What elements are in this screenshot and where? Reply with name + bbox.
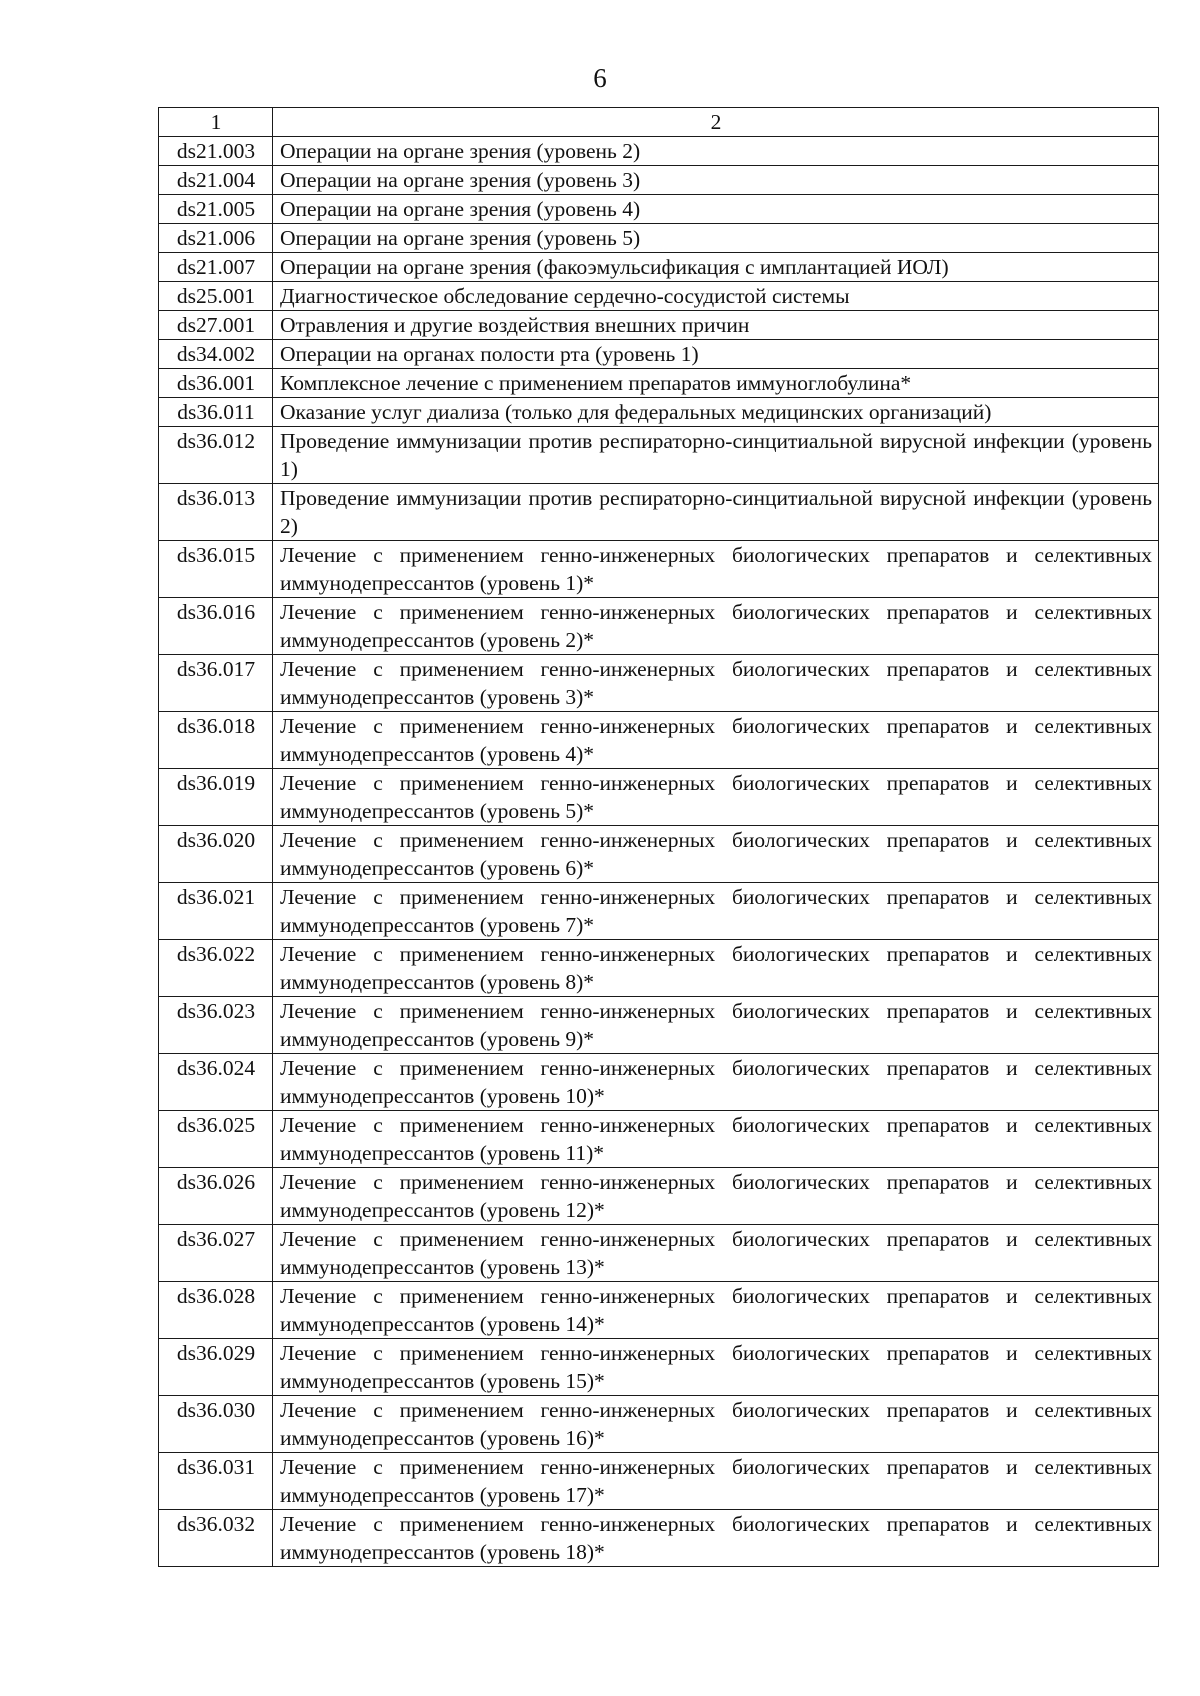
table-row [159,655,1159,712]
row-name: Лечение с применением генно-инженерных биологических препаратов и селективных иммунодепрессантов (уровень 2)* [273,598,1159,655]
table-row [159,1111,1159,1168]
row-code: ds36.021 [159,883,273,940]
row-code: ds36.001 [159,369,273,398]
row-code: ds21.004 [159,166,273,195]
row-code: ds36.023 [159,997,273,1054]
row-name: Лечение с применением генно-инженерных биологических препаратов и селективных иммунодепрессантов (уровень 18)* [273,1510,1159,1567]
row-code: ds21.003 [159,137,273,166]
table-row [159,883,1159,940]
table-row [159,1396,1159,1453]
row-code: ds36.028 [159,1282,273,1339]
table-row [159,340,1159,369]
table-row [159,940,1159,997]
row-name: Проведение иммунизации против респираторно-синцитиальной вирусной инфекции (уровень 2) [273,484,1159,541]
row-name: Лечение с применением генно-инженерных биологических препаратов и селективных иммунодепрессантов (уровень 8)* [273,940,1159,997]
row-name: Лечение с применением генно-инженерных биологических препаратов и селективных иммунодепрессантов (уровень 16)* [273,1396,1159,1453]
row-name: Операции на органах полости рта (уровень 1) [273,340,1159,369]
row-name: Комплексное лечение с применением препаратов иммуноглобулина* [273,369,1159,398]
row-name: Лечение с применением генно-инженерных биологических препаратов и селективных иммунодепрессантов (уровень 4)* [273,712,1159,769]
row-code: ds36.027 [159,1225,273,1282]
row-name: Проведение иммунизации против респираторно-синцитиальной вирусной инфекции (уровень 1) [273,427,1159,484]
row-name: Лечение с применением генно-инженерных биологических препаратов и селективных иммунодепрессантов (уровень 17)* [273,1453,1159,1510]
row-name: Лечение с применением генно-инженерных биологических препаратов и селективных иммунодепрессантов (уровень 5)* [273,769,1159,826]
row-code: ds27.001 [159,311,273,340]
table-row [159,311,1159,340]
table-row [159,1168,1159,1225]
table-body [159,137,1159,1567]
row-code: ds36.018 [159,712,273,769]
row-code: ds36.026 [159,1168,273,1225]
table-row [159,826,1159,883]
table-row [159,398,1159,427]
row-name: Лечение с применением генно-инженерных биологических препаратов и селективных иммунодепрессантов (уровень 13)* [273,1225,1159,1282]
row-code: ds36.032 [159,1510,273,1567]
row-name: Операции на органе зрения (уровень 2) [273,137,1159,166]
row-code: ds21.007 [159,253,273,282]
row-code: ds36.022 [159,940,273,997]
row-code: ds36.031 [159,1453,273,1510]
table-row [159,137,1159,166]
table-row [159,541,1159,598]
row-code: ds36.025 [159,1111,273,1168]
row-code: ds36.030 [159,1396,273,1453]
table-row [159,166,1159,195]
row-name: Операции на органе зрения (уровень 3) [273,166,1159,195]
row-code: ds36.019 [159,769,273,826]
column-header-name: 2 [273,108,1159,137]
table-row [159,1510,1159,1567]
row-name: Лечение с применением генно-инженерных биологических препаратов и селективных иммунодепрессантов (уровень 12)* [273,1168,1159,1225]
row-name: Лечение с применением генно-инженерных биологических препаратов и селективных иммунодепрессантов (уровень 3)* [273,655,1159,712]
row-name: Оказание услуг диализа (только для федеральных медицинских организаций) [273,398,1159,427]
row-name: Лечение с применением генно-инженерных биологических препаратов и селективных иммунодепрессантов (уровень 14)* [273,1282,1159,1339]
table-row [159,712,1159,769]
row-name: Лечение с применением генно-инженерных биологических препаратов и селективных иммунодепрессантов (уровень 6)* [273,826,1159,883]
row-name: Лечение с применением генно-инженерных биологических препаратов и селективных иммунодепрессантов (уровень 11)* [273,1111,1159,1168]
table-row [159,224,1159,253]
row-code: ds36.029 [159,1339,273,1396]
tariff-code-table [158,107,1159,1567]
table-row [159,1054,1159,1111]
row-code: ds36.024 [159,1054,273,1111]
row-name: Лечение с применением генно-инженерных биологических препаратов и селективных иммунодепрессантов (уровень 10)* [273,1054,1159,1111]
row-name: Операции на органе зрения (уровень 5) [273,224,1159,253]
table-row [159,369,1159,398]
row-name: Операции на органе зрения (уровень 4) [273,195,1159,224]
row-code: ds36.015 [159,541,273,598]
table-row [159,1282,1159,1339]
row-name: Операции на органе зрения (факоэмульсификация с имплантацией ИОЛ) [273,253,1159,282]
table-row [159,484,1159,541]
table-row [159,1453,1159,1510]
row-name: Отравления и другие воздействия внешних причин [273,311,1159,340]
row-name: Лечение с применением генно-инженерных биологических препаратов и селективных иммунодепрессантов (уровень 1)* [273,541,1159,598]
row-code: ds21.005 [159,195,273,224]
table-row [159,1339,1159,1396]
table-row [159,427,1159,484]
column-header-code: 1 [159,108,273,137]
table-row [159,282,1159,311]
row-code: ds36.020 [159,826,273,883]
table-row [159,1225,1159,1282]
table-row [159,598,1159,655]
row-code: ds36.011 [159,398,273,427]
table-header-row [159,108,1159,137]
page-number: 6 [593,63,607,93]
table-row [159,769,1159,826]
table-row [159,195,1159,224]
row-code: ds25.001 [159,282,273,311]
row-code: ds34.002 [159,340,273,369]
row-name: Лечение с применением генно-инженерных биологических препаратов и селективных иммунодепрессантов (уровень 9)* [273,997,1159,1054]
table-row [159,997,1159,1054]
row-code: ds36.013 [159,484,273,541]
row-code: ds36.012 [159,427,273,484]
table-row [159,253,1159,282]
row-code: ds36.017 [159,655,273,712]
row-name: Диагностическое обследование сердечно-сосудистой системы [273,282,1159,311]
row-name: Лечение с применением генно-инженерных биологических препаратов и селективных иммунодепрессантов (уровень 7)* [273,883,1159,940]
row-name: Лечение с применением генно-инженерных биологических препаратов и селективных иммунодепрессантов (уровень 15)* [273,1339,1159,1396]
row-code: ds36.016 [159,598,273,655]
row-code: ds21.006 [159,224,273,253]
